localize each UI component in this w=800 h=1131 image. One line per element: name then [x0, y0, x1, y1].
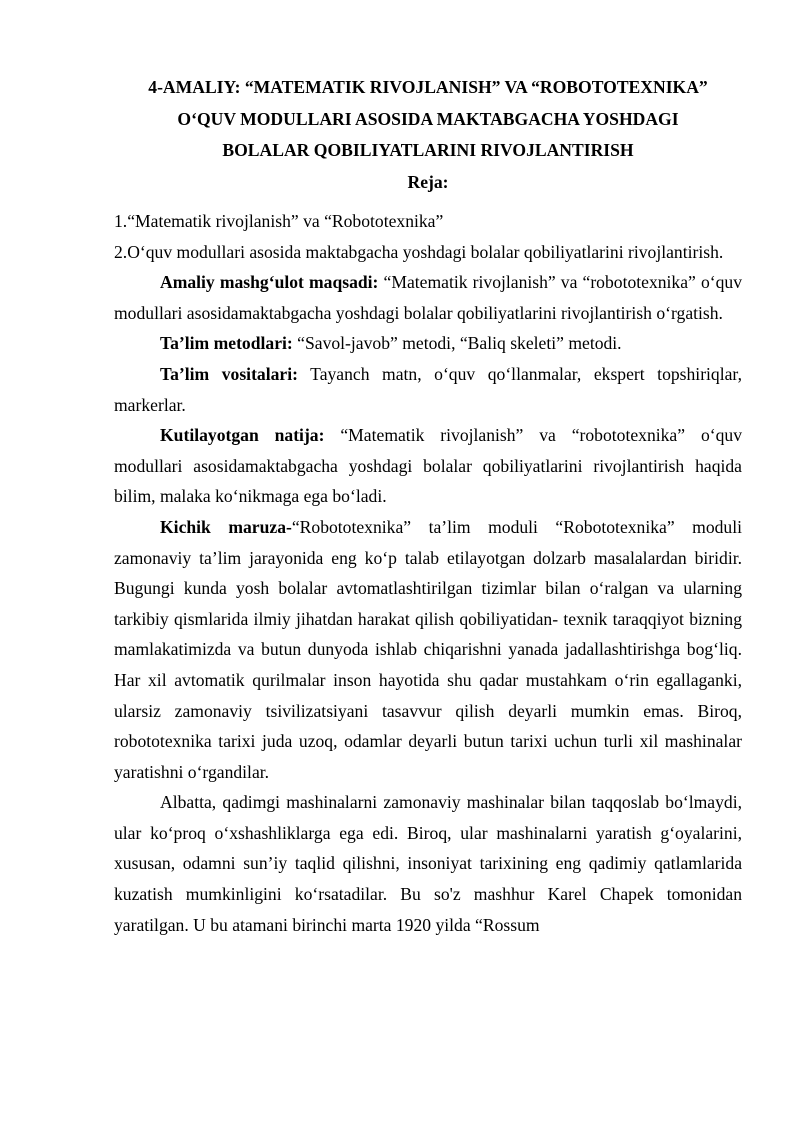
expected-result-paragraph	[114, 420, 742, 512]
short-lecture-label: Kichik maruza-	[160, 516, 292, 537]
objective-text: “Matematik rivojlanish” va “robototexnika” o‘quv modullari asosidamaktabgacha yoshdagi bolalar qobiliyatlarini rivojlantirish o‘rgatish.	[114, 272, 742, 323]
plan-heading: Reja:	[407, 171, 449, 192]
short-lecture-text: “Robototexnika” ta’lim moduli “Robototexnika” moduli zamonaviy ta’lim jarayonida eng ko‘p talab etilayotgan dolzarb masalalardan biridir. Bugungi kunda yosh bolalar avtomatlashtirilgan tizimlar bilan o‘ralgan va ularning tarkibiy qismlarida ilmiy jihatdan harakat qilish qobiliyatidan- texnik taraqqiyot bizning mamlakatimizda va butun dunyoda ishlab chiqarishni yanada jadallashtirishga bog‘liq. Har xil avtomatik qurilmalar inson hayotida shu qadar mustahkam o‘rin egallaganki, ularsiz zamonaviy tsivilizatsiyani tasavvur qilish deyarli mumkin emas. Biroq, robototexnika tarixi juda uzoq, odamlar deyarli butun tarixi uchun turli xil mashinalar yaratishni o‘rgandilar.	[114, 516, 743, 782]
plan-item-1: 1.“Matematik rivojlanish” va “Robototexnika”	[114, 211, 444, 231]
plan-item-2: 2.O‘quv modullari asosida maktabgacha yoshdagi bolalar qobiliyatlarini rivojlantirish.	[114, 241, 724, 262]
expected-result-label: Kutilayotgan natija:	[160, 425, 325, 446]
methods-text: “Savol-javob” metodi, “Baliq skeleti” metodi.	[292, 333, 622, 354]
objective-label: Amaliy mashg‘ulot maqsadi:	[160, 272, 379, 293]
document-title-line-2: O‘QUV MODULLARI ASOSIDA MAKTABGACHA YOSHDAGI	[177, 108, 679, 129]
document-page	[114, 72, 742, 940]
document-title-line-3: BOLALAR QOBILIYATLARINI RIVOJLANTIRISH	[222, 140, 634, 160]
closing-paragraph: Albatta, qadimgi mashinalarni zamonaviy mashinalar bilan taqqoslab bo‘lmaydi, ular ko‘proq o‘xshashliklarga ega edi. Biroq, ular mashinalarni yaratish g‘oyalarini, xususan, odamni sun’iy taqlid qilishni, insoniyat tarixining eng qadimiy qatlamlarida kuzatish mumkinligini ko‘rsatadilar. Bu so'z mashhur Karel Chapek tomonidan yaratilgan. U bu atamani birinchi marta 1920 yilda “Rossum	[114, 792, 742, 935]
tools-text: Tayanch matn, o‘quv qo‘llanmalar, ekspert topshiriqlar, markerlar.	[114, 363, 742, 415]
objective-paragraph	[114, 267, 742, 328]
document-title-line-1: 4-AMALIY: “MATEMATIK RIVOJLANISH” VA “ROBOTOTEXNIKA”	[148, 77, 708, 97]
methods-paragraph	[114, 328, 742, 359]
short-lecture-paragraph	[114, 512, 742, 787]
expected-result-text: “Matematik rivojlanish” va “robototexnika” o‘quv modullari asosidamaktabgacha yoshdagi bolalar qobiliyatlarini rivojlantirish haqida bilim, malaka ko‘nikmaga ega bo‘ladi.	[114, 425, 742, 507]
tools-label: Ta’lim vositalari:	[160, 363, 298, 384]
tools-paragraph	[114, 359, 742, 420]
methods-label: Ta’lim metodlari:	[160, 333, 293, 354]
